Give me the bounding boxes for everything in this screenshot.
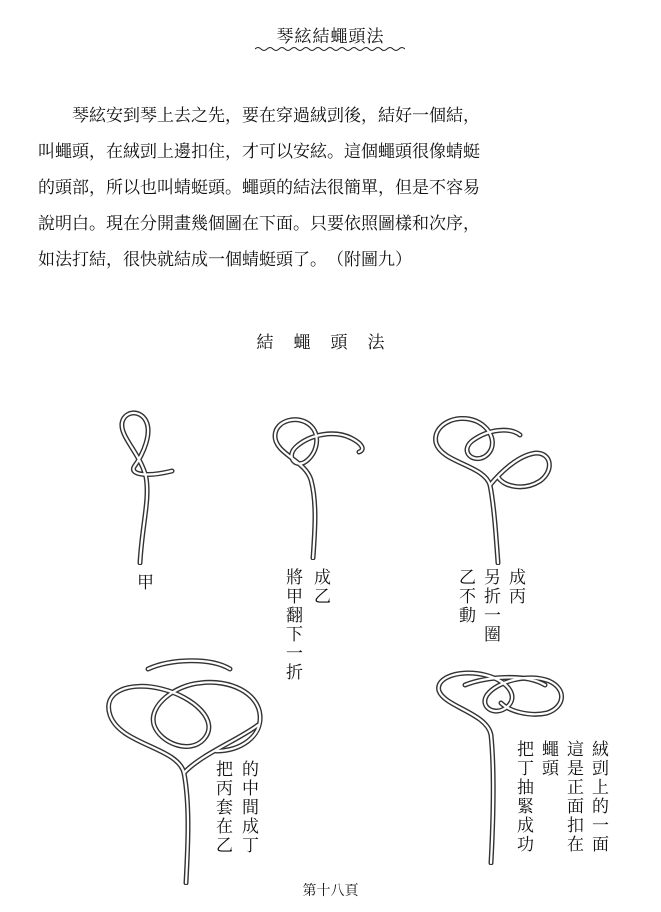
step-jia-label: 甲 [137, 573, 154, 593]
step-bing-label-col1: 成丙 [505, 568, 525, 606]
knot-step-jia-illustration [100, 405, 190, 565]
knot-step-yi-illustration [255, 410, 385, 560]
knot-step-bing-illustration [420, 405, 560, 565]
step-bing-label-col3: 乙不動 [455, 568, 475, 625]
final-label-col3: 蠅頭 [538, 740, 558, 778]
body-paragraph [38, 98, 598, 278]
final-label-col1: 絨剅上的一面 [588, 740, 608, 854]
step-yi-label-col2: 將甲翻下一折 [282, 568, 302, 682]
paragraph-line-1: 琴絃安到琴上去之先，要在穿過絨剅後，結好一個結， [72, 106, 480, 126]
page-number: 第十八頁 [302, 883, 359, 899]
final-label-col2: 這是正面扣在 [563, 740, 583, 854]
page-title: 琴絃結蠅頭法 [276, 27, 385, 47]
figure-title: 結蠅頭法 [256, 333, 405, 353]
final-label-col4: 把丁抽緊成功 [513, 740, 533, 854]
step-bing-label-col2: 另折一圈 [480, 568, 500, 644]
paragraph-line-5: 如法打結，很快就結成一個蜻蜓頭了。 （附圖九） [38, 250, 412, 270]
paragraph-line-2: 叫蠅頭，在絨剅上邊扣住，才可以安絃。這個蠅頭很像蜻蜓 [38, 142, 480, 162]
title-wavy-underline [255, 46, 405, 52]
paragraph-line-3: 的頭部，所以也叫蜻蜓頭。蠅頭的結法很簡單，但是不容易 [38, 178, 480, 198]
step-yi-label-col1: 成乙 [310, 568, 330, 606]
paragraph-line-4: 說明白。現在分開畫幾個圖在下面。只要依照圖樣和次序， [38, 214, 480, 234]
step-ding-label-col1: 的中間成丁 [238, 760, 258, 855]
step-ding-label-col2: 把丙套在乙 [212, 760, 232, 855]
